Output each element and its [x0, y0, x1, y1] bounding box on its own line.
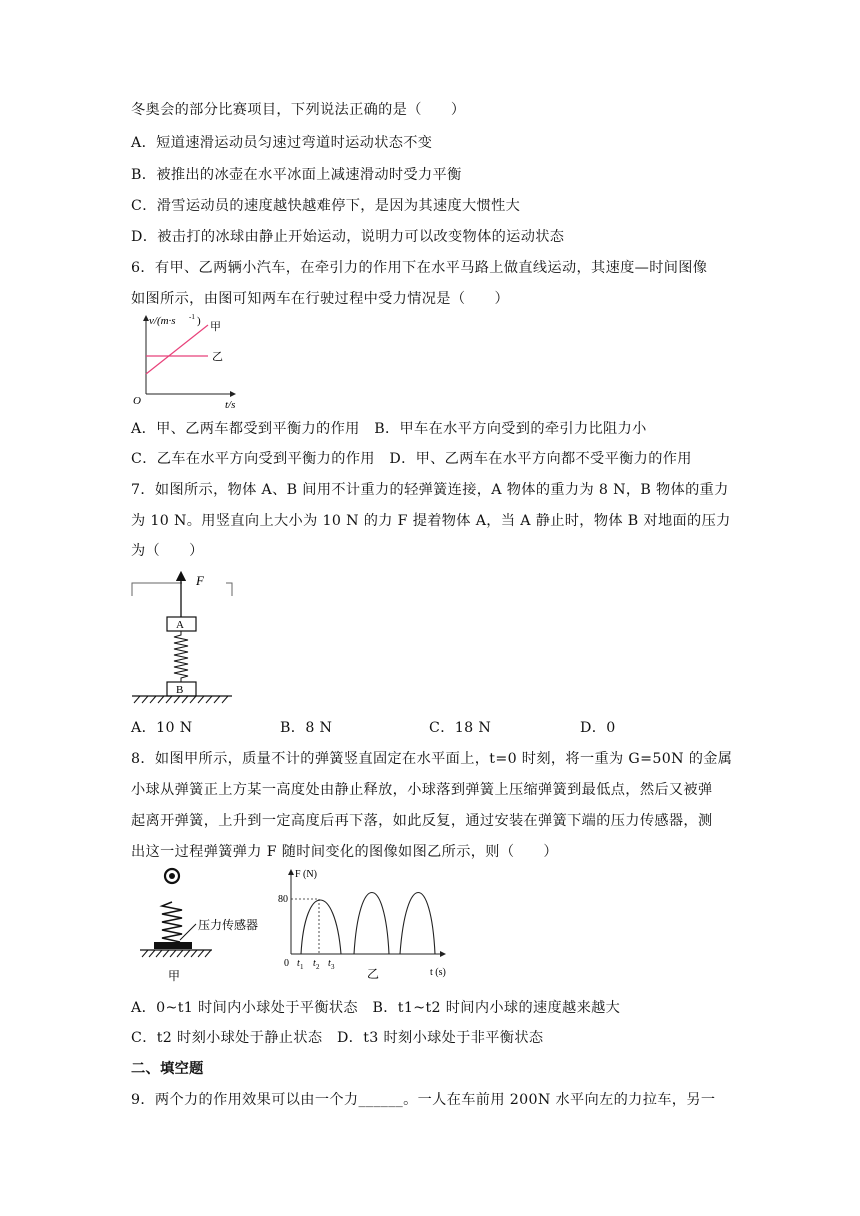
q6-y-axis-label: v/(m·s — [149, 315, 176, 327]
svg-text:2: 2 — [316, 963, 320, 971]
q9-stem-line1: 9．两个力的作用效果可以由一个力______。一人在车前用 200N 水平向左的力拉车，另一 — [131, 1092, 716, 1108]
q8-stem-line1: 8．如图甲所示，质量不计的弹簧竖直固定在水平面上，t=0 时刻，将一重为 G=50N 的金属 — [131, 751, 733, 767]
section-title-fill-in: 二、填空题 — [131, 1061, 204, 1077]
q8-figure-jia — [132, 862, 262, 986]
q7-option-b: B．8 N — [280, 720, 333, 736]
q7-force-label: F — [196, 573, 204, 588]
q8-yi-label: 乙 — [367, 967, 380, 981]
q5-option-d: D．被击打的冰球由静止开始运动，说明力可以改变物体的运动状态 — [131, 229, 565, 245]
q6-label-jia: 甲 — [210, 321, 221, 333]
q7-spring-figure — [128, 565, 238, 705]
q6-vt-graph — [125, 308, 265, 412]
q6-stem-line2: 如图所示，由图可知两车在行驶过程中受力情况是（ ） — [131, 291, 509, 307]
q6-line-jia — [146, 325, 208, 374]
q8-jia-label: 甲 — [168, 969, 181, 983]
q6-origin-label: O — [133, 395, 141, 407]
q7-block-a-label: A — [176, 619, 184, 631]
q8-t3-label: t — [328, 958, 331, 969]
q7-stem-line2: 为 10 N。用竖直向上大小为 10 N 的力 F 提着物体 A，当 A 静止时，物体 B 对地面的压力 — [131, 513, 731, 529]
q6-y-axis-label-end: ) — [197, 315, 201, 327]
q8-t1-label: t — [297, 958, 300, 969]
q8-stem-line2: 小球从弹簧正上方某一高度处由静止释放，小球落到弹簧上压缩弹簧到最低点，然后又被弹 — [131, 782, 713, 798]
q5-option-b: B．被推出的冰壶在水平冰面上减速滑动时受力平衡 — [131, 167, 462, 183]
q7-stem-line3: 为（ ） — [131, 543, 204, 559]
q8-options-ab: A．0~t1 时间内小球处于平衡状态 B．t1~t2 时间内小球的速度越来越大 — [131, 1000, 621, 1016]
q8-y-value-label: 80 — [278, 894, 288, 905]
q5-stem: 冬奥会的部分比赛项目，下列说法正确的是（ ） — [131, 102, 466, 118]
q6-y-axis-label-sup: -1 — [189, 313, 195, 321]
q8-options-cd: C．t2 时刻小球处于静止状态 D．t3 时刻小球处于非平衡状态 — [131, 1030, 544, 1046]
q6-options-cd: C．乙车在水平方向受到平衡力的作用 D．甲、乙两车在水平方向都不受平衡力的作用 — [131, 451, 692, 467]
q7-option-c: C．18 N — [429, 720, 492, 736]
svg-text:3: 3 — [331, 963, 335, 971]
q8-origin-label: 0 — [284, 958, 289, 969]
q7-option-a: A．10 N — [131, 720, 193, 736]
q6-stem-line1: 6．有甲、乙两辆小汽车，在牵引力的作用下在水平马路上做直线运动，其速度—时间图像 — [131, 260, 708, 276]
q8-y-axis-label: F (N) — [295, 869, 317, 880]
q5-option-c: C．滑雪运动员的速度越快越难停下，是因为其速度大惯性大 — [131, 198, 521, 214]
svg-text:1: 1 — [300, 963, 304, 971]
q8-sensor-label: 压力传感器 — [198, 918, 259, 932]
q8-stem-line4: 出这一过程弹簧弹力 F 随时间变化的图像如图乙所示，则（ ） — [131, 844, 558, 860]
q7-stem-line1: 7．如图所示，物体 A、B 间用不计重力的轻弹簧连接，A 物体的重力为 8 N，B 物体的重力 — [131, 482, 729, 498]
q6-options-ab: A．甲、乙两车都受到平衡力的作用 B．甲车在水平方向受到的牵引力比阻力小 — [131, 421, 647, 437]
q6-label-yi: 乙 — [212, 351, 223, 363]
q7-option-d: D．0 — [580, 720, 616, 736]
q8-t2-label: t — [313, 958, 316, 969]
q8-figure-yi-graph — [275, 862, 465, 986]
q5-option-a: A．短道速滑运动员匀速过弯道时运动状态不变 — [131, 135, 433, 151]
q8-stem-line3: 起离开弹簧，上升到一定高度后再下落，如此反复，通过安装在弹簧下端的压力传感器，测 — [131, 813, 713, 829]
q7-block-b-label: B — [176, 684, 184, 696]
q6-x-axis-label: t/s — [225, 399, 236, 411]
q8-x-axis-label: t (s) — [430, 967, 446, 978]
